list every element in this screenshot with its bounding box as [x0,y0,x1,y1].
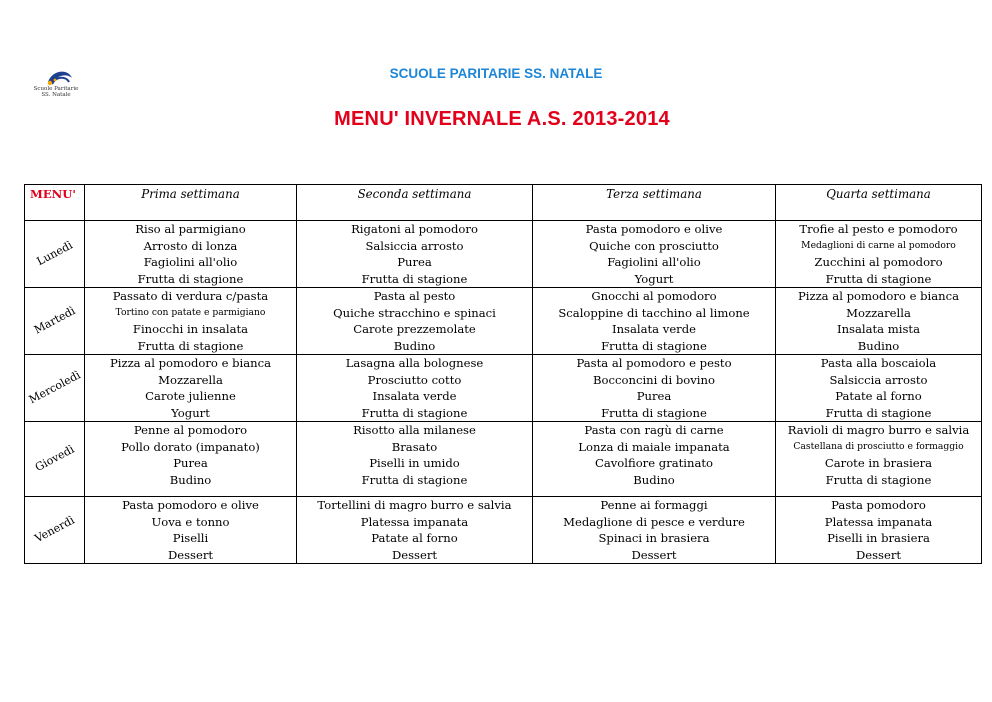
menu-corner-label: MENU' [25,185,85,221]
menu-item: Tortellini di magro burro e salvia [317,498,512,512]
menu-item: Insalata verde [611,322,697,336]
menu-item: Frutta di stagione [825,405,932,420]
menu-item: Rigatoni al pomodoro [351,222,478,236]
week-header: Seconda settimana [297,185,533,221]
menu-item: Piselli in brasiera [827,531,930,545]
day-cell [25,288,85,355]
menu-item: Quiche stracchino e spinaci [333,305,496,320]
menu-item: Frutta di stagione [601,338,707,353]
menu-item: Tortino con patate e parmigiano [115,306,266,318]
menu-item: Budino [393,338,436,353]
menu-item: Carote in brasiera [824,456,933,470]
menu-item: Dessert [167,547,214,562]
menu-cell [776,422,982,497]
menu-item: Platessa impanata [824,514,933,529]
logo-caption-line: Scuole Paritarie [33,86,79,92]
menu-cell [297,355,533,422]
table-row [25,422,982,497]
menu-item: Fagiolini all'olio [143,255,238,269]
menu-item: Frutta di stagione [361,271,468,286]
menu-item: Lonza di maiale impanata [578,439,730,454]
menu-item: Budino [633,472,675,487]
menu-item: Pasta pomodoro [831,498,926,512]
menu-item: Platessa impanata [360,514,469,529]
week-header: Quarta settimana [776,185,982,221]
menu-item: Yogurt [171,405,210,420]
menu-item: Prosciutto cotto [367,372,462,387]
menu-item: Zucchini al pomodoro [814,255,943,269]
menu-item: Insalata mista [836,322,920,336]
menu-item: Purea [397,255,432,269]
menu-item: Budino [169,472,212,487]
menu-item: Insalata verde [372,389,457,403]
day-label: Lunedì [34,238,75,269]
menu-item: Pasta pomodoro e olive [122,498,259,512]
menu-item: Patate al forno [371,531,458,545]
page-title: MENU' INVERNALE A.S. 2013-2014 [334,108,670,130]
menu-item: Risotto alla milanese [353,423,476,437]
menu-cell [85,355,297,422]
week-header: Prima settimana [85,185,297,221]
menu-item: Pasta al pesto [373,289,456,303]
menu-item: Pizza al pomodoro e bianca [797,289,960,303]
menu-item: Frutta di stagione [825,271,932,286]
menu-item: Ravioli di magro burro e salvia [787,423,970,437]
menu-item: Frutta di stagione [601,405,707,420]
menu-item: Frutta di stagione [361,405,468,420]
menu-item: Purea [636,389,672,403]
menu-cell [533,221,776,288]
menu-item: Pizza al pomodoro e bianca [109,356,272,370]
menu-cell [297,497,533,564]
menu-cell [776,221,982,288]
menu-item: Lasagna alla bolognese [345,356,484,370]
menu-item: Dessert [631,547,677,562]
menu-item: Piselli in umido [369,456,460,470]
table-row [25,288,982,355]
menu-item: Pasta pomodoro e olive [585,222,723,236]
menu-item: Piselli [172,531,209,545]
menu-item: Medaglione di pesce e verdure [563,514,745,529]
menu-item: Penne ai formaggi [600,498,708,512]
menu-item: Scaloppine di tacchino al limone [558,305,750,320]
menu-item: Carote julienne [145,389,236,403]
menu-item: Frutta di stagione [137,271,244,286]
table-row [25,355,982,422]
menu-item: Castellana di prosciutto e formaggio [793,440,964,452]
menu-item: Mozzarella [158,372,223,387]
day-label: Martedì [31,304,77,337]
menu-cell [297,422,533,497]
school-name: SCUOLE PARITARIE SS. NATALE [389,66,603,81]
day-cell [25,355,85,422]
table-row [25,221,982,288]
menu-cell [85,288,297,355]
menu-item: Gnocchi al pomodoro [591,289,717,303]
week-header: Terza settimana [533,185,776,221]
menu-item: Uova e tonno [151,514,230,529]
menu-cell [776,355,982,422]
day-cell [25,422,85,497]
day-label: Mercoledì [26,368,83,407]
menu-cell [297,288,533,355]
menu-cell [85,497,297,564]
menu-cell [533,288,776,355]
menu-cell [776,497,982,564]
menu-item: Riso al parmigiano [135,222,246,236]
menu-item: Finocchi in insalata [132,322,249,336]
menu-item: Yogurt [634,271,674,286]
day-cell [25,497,85,564]
menu-item: Dessert [391,547,438,562]
menu-cell [533,497,776,564]
day-label: Venerdì [32,513,77,546]
menu-item: Brasato [391,439,438,454]
menu-item: Pasta con ragù di carne [584,423,724,437]
menu-item: Salsiccia arrosto [365,238,464,253]
menu-item: Patate al forno [835,389,922,403]
table-row [25,497,982,564]
day-label: Giovedì [32,442,76,474]
menu-cell [85,422,297,497]
menu-item: Mozzarella [846,305,911,320]
table-header-row [25,185,982,221]
menu-item: Trofie al pesto e pomodoro [799,222,958,236]
menu-item: Bocconcini di bovino [593,372,715,387]
menu-table [24,184,982,564]
menu-item: Frutta di stagione [825,472,932,487]
logo-caption-line: SS. Natale [41,92,71,98]
menu-item: Arrosto di lonza [143,238,238,253]
menu-item: Spinaci in brasiera [598,531,710,545]
menu-item: Frutta di stagione [137,338,244,353]
menu-item: Budino [857,338,900,353]
menu-item: Salsiccia arrosto [829,372,928,387]
menu-item: Dessert [855,547,902,562]
menu-item: Medaglioni di carne al pomodoro [801,239,956,251]
menu-item: Carote prezzemolate [353,322,476,336]
menu-cell [776,288,982,355]
menu-item: Pasta al pomodoro e pesto [576,356,732,370]
menu-item: Passato di verdura c/pasta [112,289,269,303]
menu-cell [85,221,297,288]
menu-cell [297,221,533,288]
menu-item: Frutta di stagione [361,472,468,487]
menu-item: Penne al pomodoro [133,423,248,437]
menu-item: Pollo dorato (impanato) [121,439,260,454]
menu-item: Fagiolini all'olio [607,255,701,269]
menu-cell [533,355,776,422]
menu-cell [533,422,776,497]
menu-item: Purea [173,456,208,470]
day-cell [25,221,85,288]
menu-item: Quiche con prosciutto [589,238,719,253]
menu-item: Pasta alla boscaiola [820,356,937,370]
logo-caption [26,86,86,98]
menu-item: Cavolfiore gratinato [594,456,714,470]
